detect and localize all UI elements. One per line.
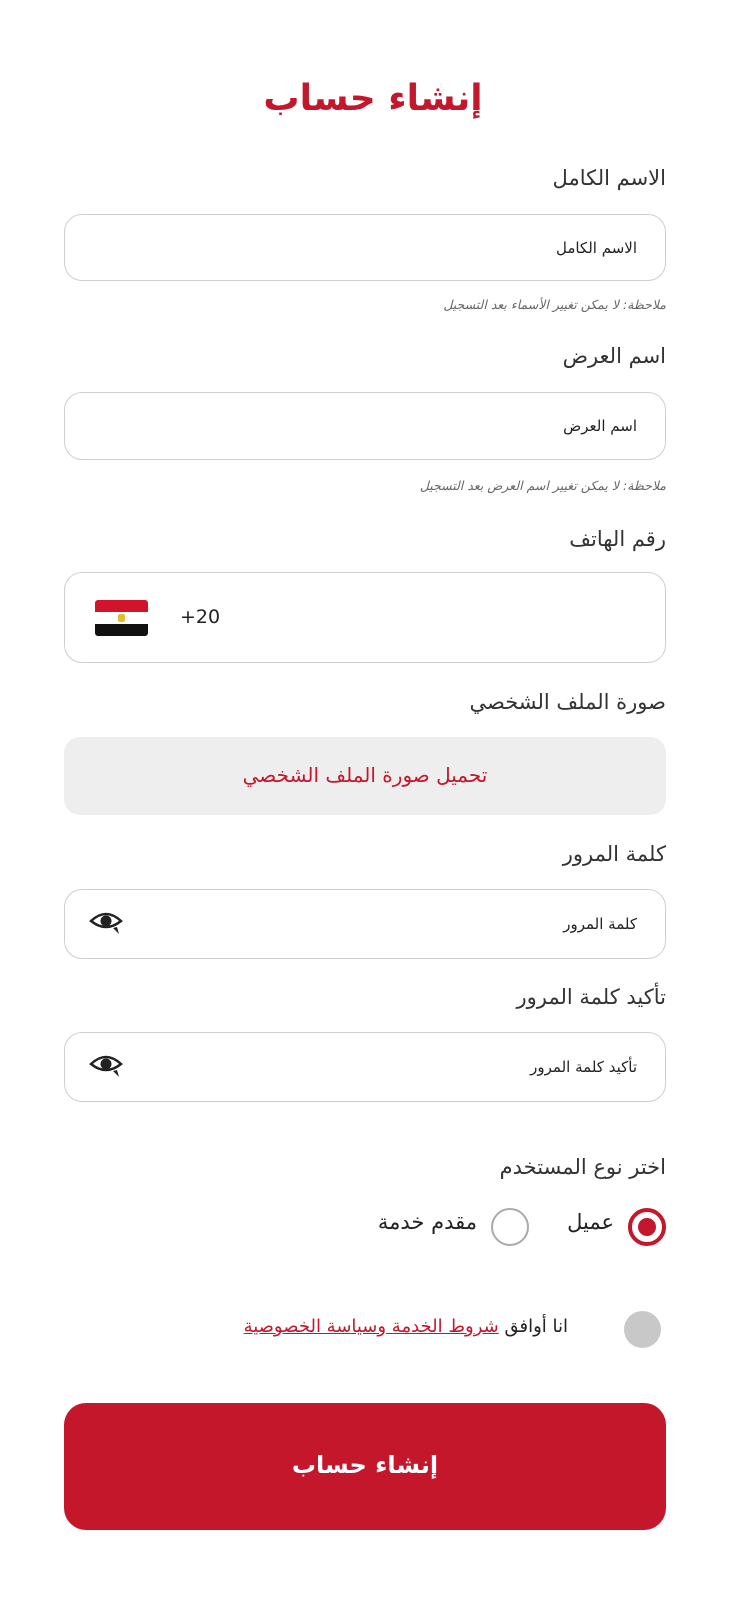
terms-checkbox[interactable] [624,1311,661,1348]
page-title: إنشاء حساب [263,78,483,119]
confirm-password-placeholder: تأكيد كلمة المرور [530,1058,637,1076]
terms-link[interactable]: شروط الخدمة وسياسة الخصوصية [243,1316,499,1337]
radio-client-label[interactable]: عميل [567,1210,614,1234]
egypt-flag-icon[interactable] [95,600,148,636]
phone-label: رقم الهاتف [569,527,666,551]
password-label: كلمة المرور [562,842,666,866]
upload-photo-label: تحميل صورة الملف الشخصي [242,763,488,787]
full-name-note: ملاحظة: لا يمكن تغيير الأسماء بعد التسجيل [443,297,666,312]
terms-text [244,1316,568,1337]
confirm-password-label: تأكيد كلمة المرور [516,985,666,1009]
radio-provider[interactable] [491,1208,529,1246]
profile-photo-label: صورة الملف الشخصي [469,690,666,714]
user-type-label: اختر نوع المستخدم [499,1155,666,1179]
country-code: +20 [180,606,221,628]
password-placeholder: كلمة المرور [563,915,637,933]
display-name-label: اسم العرض [562,344,666,368]
upload-photo-button[interactable] [64,737,666,815]
radio-provider-label[interactable]: مقدم خدمة [377,1210,477,1234]
terms-prefix: انا أوافق [504,1316,568,1337]
create-account-button[interactable] [64,1403,666,1530]
display-name-input[interactable] [64,392,666,460]
confirm-password-input[interactable] [64,1032,666,1102]
eye-icon[interactable] [89,1052,123,1082]
full-name-placeholder: الاسم الكامل [555,238,637,257]
full-name-label: الاسم الكامل [552,166,666,190]
phone-input[interactable] [64,572,666,663]
password-input[interactable] [64,889,666,959]
display-name-placeholder: اسم العرض [563,417,637,435]
create-account-label: إنشاء حساب [291,1451,439,1479]
display-name-note: ملاحظة: لا يمكن تغيير اسم العرض بعد التسجيل [419,478,666,493]
eye-icon[interactable] [89,909,123,939]
full-name-input[interactable] [64,214,666,281]
radio-client[interactable] [628,1208,666,1246]
